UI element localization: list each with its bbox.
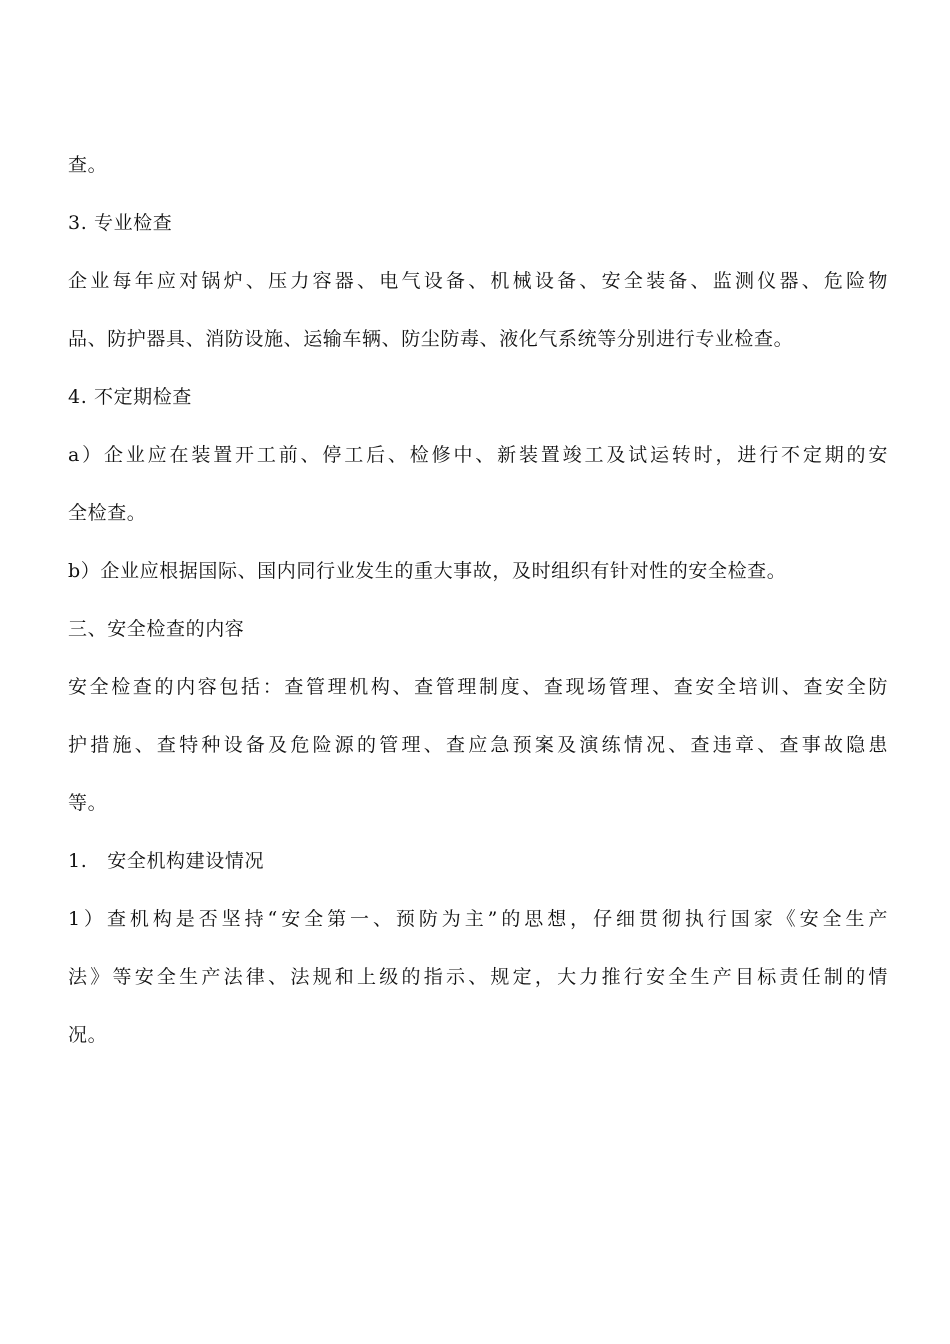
text-line: 护措施、查特种设备及危险源的管理、查应急预案及演练情况、查违章、查事故隐患: [68, 734, 888, 756]
text-line: 法》等安全生产法律、法规和上级的指示、规定，大力推行安全生产目标责任制的情: [68, 966, 888, 988]
text-line: b）企业应根据国际、国内同行业发生的重大事故，及时组织有针对性的安全检查。: [68, 560, 787, 582]
paragraph-item-a: [68, 426, 888, 542]
text-line: 等。: [68, 792, 108, 814]
section-heading-professional-inspection: [68, 194, 888, 252]
text-line: 1）查机构是否坚持“安全第一、预防为主”的思想，仔细贯彻执行国家《安全生产: [68, 908, 888, 930]
text-line: 品、防护器具、消防设施、运输车辆、防尘防毒、液化气系统等分别进行专业检查。: [68, 328, 794, 350]
paragraph-professional-inspection: [68, 252, 888, 368]
section-heading-safety-organization: [68, 832, 888, 890]
text-line: 查。: [68, 154, 108, 176]
text-line: 1. 安全机构建设情况: [68, 850, 265, 872]
paragraph-item-b: [68, 542, 888, 600]
section-heading-irregular-inspection: [68, 368, 888, 426]
text-line: 3. 专业检查: [68, 212, 173, 234]
text-line: 全检查。: [68, 502, 147, 524]
text-line: 4. 不定期检查: [68, 386, 192, 408]
text-line: 三、安全检查的内容: [68, 618, 245, 640]
section-heading-inspection-content: [68, 600, 888, 658]
paragraph-inspection-content: [68, 658, 888, 832]
text-line: 况。: [68, 1024, 108, 1046]
text-line: a）企业应在装置开工前、停工后、检修中、新装置竣工及试运转时，进行不定期的安: [68, 444, 888, 466]
text-line: 安全检查的内容包括：查管理机构、查管理制度、查现场管理、查安全培训、查安全防: [68, 676, 888, 698]
paragraph-continuation: [68, 136, 888, 194]
text-line: 企业每年应对锅炉、压力容器、电气设备、机械设备、安全装备、监测仪器、危险物: [68, 270, 888, 292]
paragraph-item-1: [68, 890, 888, 1064]
